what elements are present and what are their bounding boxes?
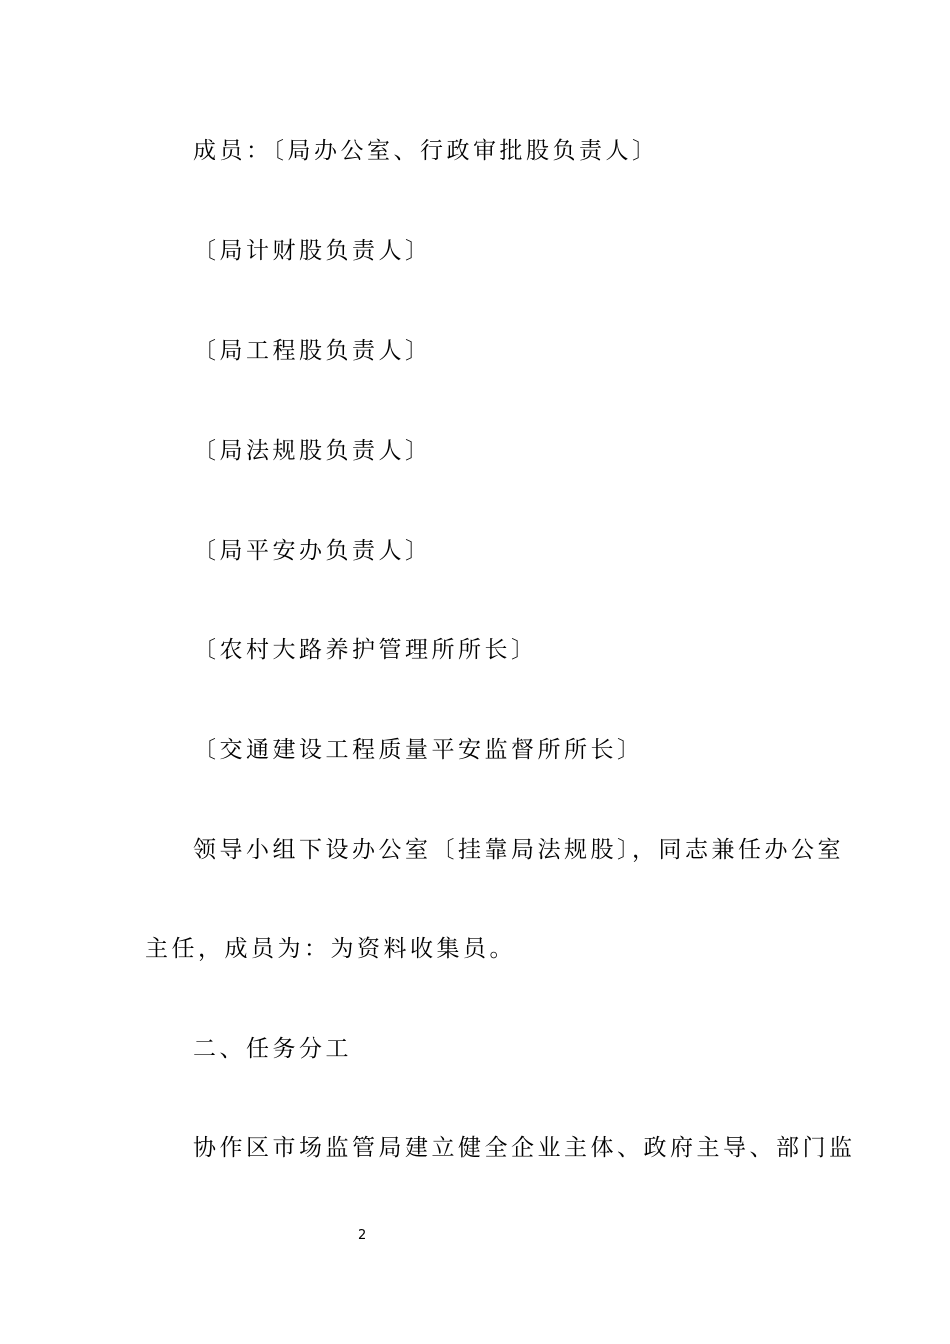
office-paragraph-line-1: 领导小组下设办公室〔挂靠局法规股〕，同志兼任办公室	[193, 837, 844, 863]
member-finance-line: 〔局计财股负责人〕	[193, 238, 432, 264]
member-quality-supervision-line: 〔交通建设工程质量平安监督所所长〕	[193, 737, 644, 763]
members-line: 成员：〔局办公室、行政审批股负责人〕	[193, 138, 659, 164]
section-heading: 二、任务分工	[193, 1036, 352, 1062]
page-number: 2	[358, 1228, 367, 1243]
member-road-maintenance-line: 〔农村大路养护管理所所长〕	[193, 637, 538, 663]
member-engineering-line: 〔局工程股负责人〕	[193, 338, 432, 364]
member-safety-office-line: 〔局平安办负责人〕	[193, 538, 432, 564]
office-paragraph-line-2: 主任，成员为：为资料收集员。	[145, 936, 516, 962]
task-paragraph-line: 协作区市场监管局建立健全企业主体、政府主导、部门监	[193, 1135, 856, 1161]
member-regulation-line: 〔局法规股负责人〕	[193, 438, 432, 464]
